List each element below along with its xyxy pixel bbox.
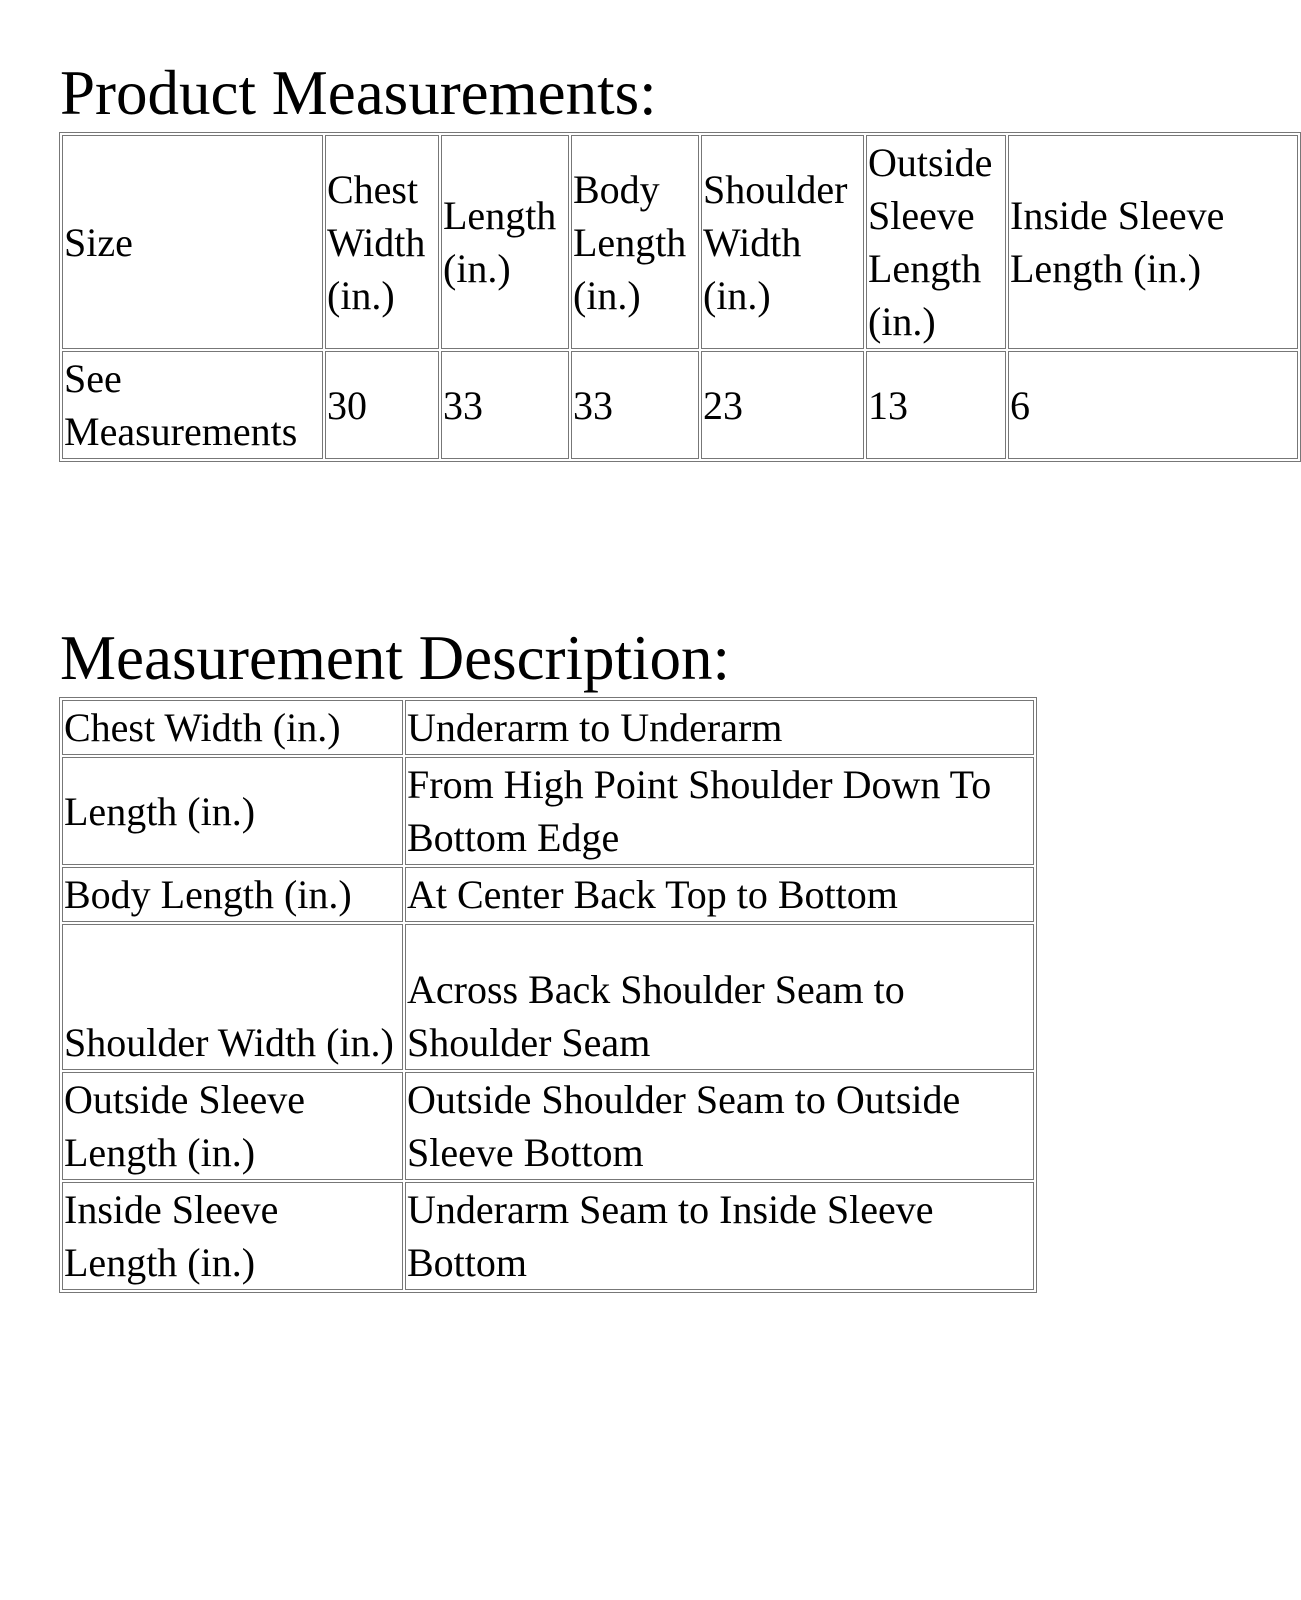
product-measurements-table — [59, 132, 1301, 462]
table-row — [62, 351, 1298, 459]
product-measurements-title: Product Measurements: — [60, 58, 657, 128]
header-body-length: Body Length (in.) — [571, 135, 699, 349]
header-inside-sleeve-length: Inside Sleeve Length (in.) — [1008, 135, 1298, 349]
cell-shoulder-width: 23 — [701, 351, 864, 459]
cell-size: See Measurements — [62, 351, 323, 459]
table-header-row — [62, 135, 1298, 349]
product-measurements-table-container — [59, 132, 1225, 462]
table-row — [62, 924, 1034, 1070]
cell-outside-sleeve-length: 13 — [866, 351, 1006, 459]
table-row — [62, 867, 1034, 922]
description-text: Outside Shoulder Seam to Outside Sleeve Bottom — [405, 1072, 1034, 1180]
description-text: Across Back Shoulder Seam to Shoulder Seam — [405, 924, 1034, 1070]
header-shoulder-width: Shoulder Width (in.) — [701, 135, 864, 349]
header-size: Size — [62, 135, 323, 349]
header-outside-sleeve-length: Outside Sleeve Length (in.) — [866, 135, 1006, 349]
description-term: Chest Width (in.) — [62, 700, 403, 755]
table-row — [62, 1182, 1034, 1290]
cell-inside-sleeve-length: 6 — [1008, 351, 1298, 459]
table-row — [62, 1072, 1034, 1180]
description-text: From High Point Shoulder Down To Bottom Edge — [405, 757, 1034, 865]
description-text: At Center Back Top to Bottom — [405, 867, 1034, 922]
cell-length: 33 — [441, 351, 569, 459]
measurement-description-table — [59, 697, 1037, 1293]
header-length: Length (in.) — [441, 135, 569, 349]
measurement-description-title: Measurement Description: — [60, 623, 731, 693]
description-term: Length (in.) — [62, 757, 403, 865]
table-row — [62, 757, 1034, 865]
description-text: Underarm to Underarm — [405, 700, 1034, 755]
header-chest-width: Chest Width (in.) — [325, 135, 439, 349]
cell-body-length: 33 — [571, 351, 699, 459]
description-term: Inside Sleeve Length (in.) — [62, 1182, 403, 1290]
description-text: Underarm Seam to Inside Sleeve Bottom — [405, 1182, 1034, 1290]
description-term: Shoulder Width (in.) — [62, 924, 403, 1070]
table-row — [62, 700, 1034, 755]
cell-chest-width: 30 — [325, 351, 439, 459]
description-term: Body Length (in.) — [62, 867, 403, 922]
description-term: Outside Sleeve Length (in.) — [62, 1072, 403, 1180]
